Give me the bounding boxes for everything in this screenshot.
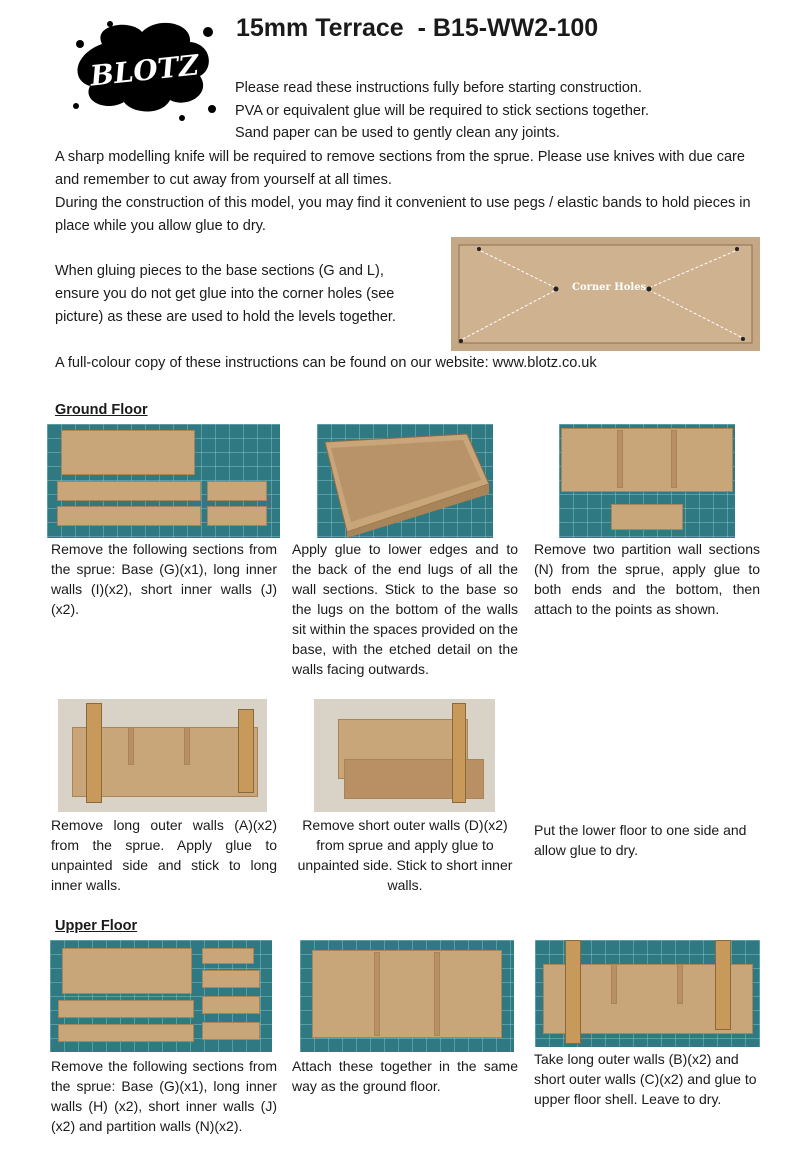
knife-paragraph: A sharp modelling knife will be required to remove sections from the sprue. Please use knives with due care and remember to cut away from yourself at all times. <box>55 149 745 188</box>
ground-sprue-photo <box>47 424 280 538</box>
ground-step-6: Put the lower floor to one side and allow glue to dry. <box>534 822 747 858</box>
logo-text: BLOTZ <box>88 48 201 93</box>
corner-holes-label: Corner Holes <box>572 282 647 293</box>
ground-step-1: Remove the following sections from the sprue: Base (G)(x1), long inner walls (I)(x2), short inner walls (J)(x2). <box>51 541 277 617</box>
page-title: 15mm Terrace - B15-WW2-100 <box>236 14 599 42</box>
website-note: A full-colour copy of these instructions can be found on our website: www.blotz.co.uk <box>55 355 597 371</box>
ground-step-5: Remove short outer walls (D)(x2) from sprue and apply glue to unpainted side. Stick to short inner walls. <box>297 817 513 893</box>
glue-note: When gluing pieces to the base sections (G and L), ensure you do not get glue into the corner holes (see picture) as these are used to hold the levels together. <box>55 263 396 325</box>
ground-step-2: Apply glue to lower edges and to the back of the end lugs of all the wall sections. Stick to the base so the lugs on the bottom of the walls sit within the spaces provided on the base, with the etched detail on the walls facing outwards. <box>292 541 518 677</box>
upper-step-2: Attach these together in the same way as the ground floor. <box>292 1058 518 1094</box>
ground-floor-heading: Ground Floor <box>55 402 148 418</box>
blotz-logo <box>62 14 222 124</box>
ground-shell-photo <box>317 424 493 538</box>
upper-shell-photo <box>300 940 514 1052</box>
ground-partition-photo <box>559 424 735 538</box>
ground-short-walls-photo <box>314 699 495 812</box>
intro-block <box>235 77 649 145</box>
pegs-paragraph: During the construction of this model, you may find it convenient to use pegs / elastic bands to hold pieces in place while you allow glue to dry. <box>55 195 751 234</box>
ground-step-3: Remove two partition wall sections (N) from the sprue, apply glue to both ends and the bottom, then attach to the points as shown. <box>534 541 760 617</box>
upper-outer-walls-photo <box>535 940 760 1047</box>
corner-holes-photo <box>451 237 760 351</box>
intro-line: Please read these instructions fully before starting construction. <box>235 80 643 96</box>
intro-line: Sand paper can be used to gently clean any joints. <box>235 125 560 141</box>
upper-step-1: Remove the following sections from the sprue: Base (G)(x1), long inner walls (H) (x2), short inner walls (J)(x2) and partition walls (N)(x2). <box>51 1058 277 1134</box>
intro-line: PVA or equivalent glue will be required to stick sections together. <box>235 102 650 119</box>
ground-outer-walls-photo <box>58 699 267 812</box>
upper-step-3: Take long outer walls (B)(x2) and short outer walls (C)(x2) and glue to upper floor shell. Leave to dry. <box>534 1051 757 1107</box>
ground-step-4: Remove long outer walls (A)(x2) from the sprue. Apply glue to unpainted side and stick to long inner walls. <box>51 817 277 893</box>
upper-floor-heading: Upper Floor <box>55 918 138 934</box>
upper-sprue-photo <box>50 940 272 1052</box>
